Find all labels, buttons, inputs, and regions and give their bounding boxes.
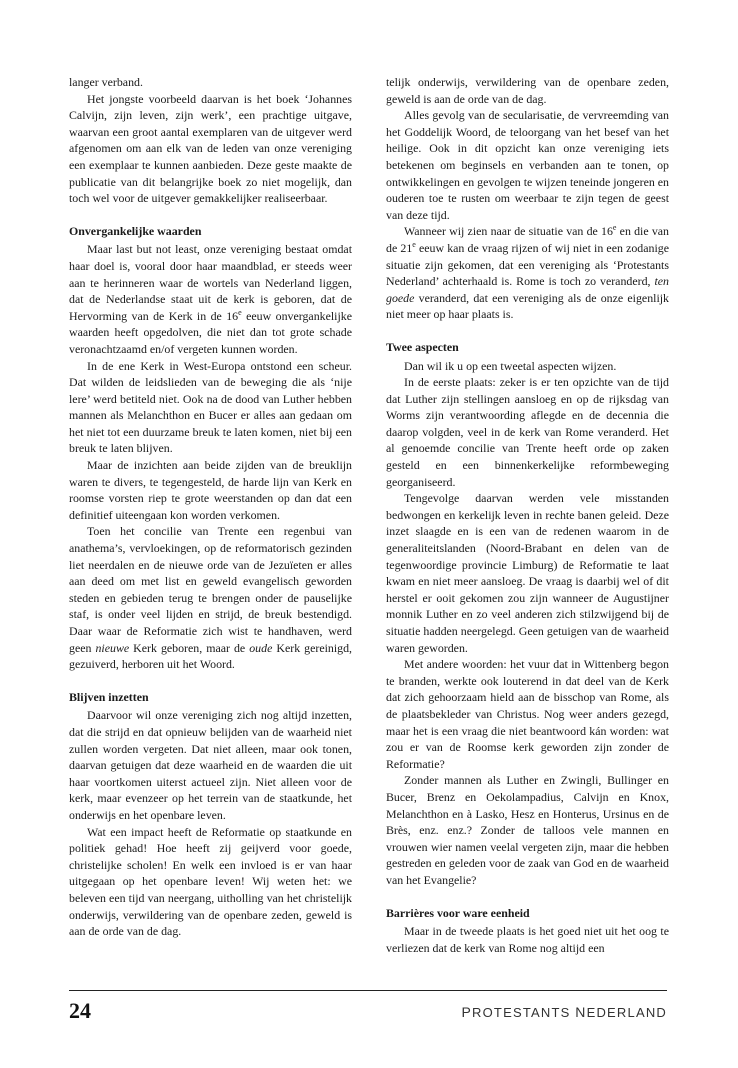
paragraph: Zonder mannen als Luther en Zwingli, Bullinger en Bucer, Brenz en Oekolampadius, Calvijn en Knox, Melanchthon en à Lasko, Hesz en Honterus, Ursinus en de Brès, enz. enz.? Zonder de talloos vele mannen en vrouwen wier namen veelal vergeten zijn, maar die hebben gestreden en geleden voor de zaak van God en de waarheid van het Evangelie? [386, 773, 669, 887]
paragraph-continuation: telijk onderwijs, verwildering van de openbare zeden, geweld is aan de orde van de dag. [386, 75, 669, 106]
paragraph: Maar in de tweede plaats is het goed niet uit het oog te verliezen dat de kerk van Rome nog altijd een [386, 924, 669, 955]
footer-divider [69, 990, 667, 991]
paragraph: Maar last but not least, onze vereniging bestaat omdat haar doel is, vooral door haar maandblad, er steeds weer aan te herinneren waar de wortels van Nederland liggen, dat de Nederlandse staat uit de kerk is geboren, dat de Hervorming van de Kerk in de 16e eeuw onvergankelijke waarden heeft opgedolven, die niet dan tot grote schade veronachtzaamd en/of vergeten kunnen worden. [69, 242, 353, 356]
paragraph: Tengevolge daarvan werden vele misstanden bedwongen en kerkelijk leven in rechte banen geleid. Deze inzet slaagde en is een van de redenen waarom in de generaliteitslanden (Noord-Brabant en delen van de tegenwoordige provincie Limburg) de Reformatie te laat kwam en niet meer aansloeg. De vraag is daarbij wel of dit herstel er ooit gekomen zou zijn wanneer de Augustijner monnik Luther en zo veel anderen zich stilzwijgend bij de situatie hadden neergelegd. Geen getuigen van de waarheid waren geworden. [386, 491, 669, 655]
section-heading-onvergankelijke-waarden: Onvergankelijke waarden [69, 223, 202, 238]
paragraph: Met andere woorden: het vuur dat in Wittenberg begon te branden, werkte ook louterend in dat deel van de Kerk dat zich gehoorzaam hield aan de bisschop van Rome, als de plaatsbekleder van Christus. Nog weer anders gezegd, maar het is een vraag die niet beantwoord kán worden: wat zou er van de Roomse kerk geworden zijn zonder de Reformatie? [386, 657, 669, 771]
left-column [69, 74, 352, 940]
publication-name: PROTESTANTS NEDERLAND [461, 1004, 667, 1020]
paragraph: Het jongste voorbeeld daarvan is het boek ‘Johannes Calvijn, zijn leven, zijn werk’, een prachtige uitgave, waarvan een groot aantal exemplaren van de uitgever werd afgenomen om aan elk van de leden van onze vereniging een exemplaar te kunnen aanbieden. Deze geste maakte de publicatie van dit belangrijke boek zo niet mogelijk, dan toch wel voor de uitgever gemakkelijker realiseerbaar. [69, 91, 352, 206]
paragraph: In de eerste plaats: zeker is er ten opzichte van de tijd dat Luther zijn stellingen aansloeg en op de rijksdag van Worms zijn verantwoording aflegde en de decennia die daarop volgden, veel in de kerk van Rome veranderd. Het al genoemde concilie van Trente heeft orde op zaken gesteld en een binnenkerkelijke reformbeweging georganiseerd. [386, 375, 669, 489]
paragraph: Dan wil ik u op een tweetal aspecten wijzen. [404, 358, 617, 373]
paragraph: Alles gevolg van de secularisatie, de vervreemding van het Goddelijk Woord, de teloorgang van het besef van het heilige. Ook in dit opzicht kan onze vereniging iets betekenen om beginsels en verbanden aan te tonen, op ontwikkelingen en gevolgen te wijzen teneinde jongeren en ouderen toe te rusten om weerbaar te zijn tegen de geest van deze tijd. [386, 108, 669, 222]
paragraph: Wat een impact heeft de Reformatie op staatkunde en politiek gehad! Hoe heeft zij geijverd voor goede, christelijke scholen! En welk een invloed is er van haar uitgegaan op het openbare leven! Wij weten het: we beleven een tijd van neergang, uitholling van het christelijk onderwijs, verwildering van de openbare zeden, geweld is aan de orde van de dag. [69, 824, 352, 939]
section-heading-twee-aspecten: Twee aspecten [386, 339, 459, 354]
section-heading-blijven-inzetten: Blijven inzetten [69, 689, 149, 704]
paragraph: Wanneer wij zien naar de situatie van de 16e en die van de 21e eeuw kan de vraag rijzen of wij niet in een zodanige situatie zijn gekomen, dat een vereniging als ‘Protestants Nederland’ achterhaald is. Rome is toch zo veranderd, ten goede veranderd, dat een vereniging als de onze eigenlijk niet meer op haar plaats is. [386, 223, 669, 322]
section-heading-barrieres: Barrières voor ware eenheid [386, 905, 530, 920]
paragraph: Daarvoor wil onze vereniging zich nog altijd inzetten, dat die strijd en dat opnieuw belijden van de waarheid niet zullen worden vergeten. Dat niet alleen, maar ook tonen, daarvan getuigen dat deze waarheid en de waarden die uit haar voortkomen uiterst actueel zijn. Niet alleen voor de kerk, maar evenzeer op het terrein van de staatkunde, het onderwijs en het openbare leven. [69, 708, 352, 822]
paragraph-continuation: langer verband. [69, 75, 143, 89]
right-column [386, 74, 669, 956]
paragraph: In de ene Kerk in West-Europa ontstond een scheur. Dat wilden de leidslieden van de beweging die als ‘nije lere’ werd betiteld niet. Ook na de dood van Luther hebben mannen als Melanchthon en Bucer er alles aan gedaan om het niet tot een duurzame breuk te laten komen, niet bij een breuk te laten blijven. [69, 358, 352, 456]
paragraph: Maar de inzichten aan beide zijden van de breuklijn waren te divers, te tegengesteld, de harde lijn van Kerk en roomse vorsten riep te grote weerstanden op dan dat een definitief uiteengaan kon worden verkomen. [69, 458, 352, 522]
paragraph: Toen het concilie van Trente een regenbui van anathema’s, vervloekingen, op de reformatorisch gezinden liet neerdalen en de nieuwe orde van de Jezuïeten er alles aan deed om met list en geweld evangelisch geworden steden en gebieden terug te brengen onder de pauselijke staf, is onder veel lijden en strijd, de breuk bestendigd. Daar waar de Reformatie zich wist te handhaven, werd geen nieuwe Kerk geboren, maar de oude Kerk gereinigd, gezuiverd, herboren uit het Woord. [69, 524, 353, 672]
page-number: 24 [69, 998, 91, 1023]
